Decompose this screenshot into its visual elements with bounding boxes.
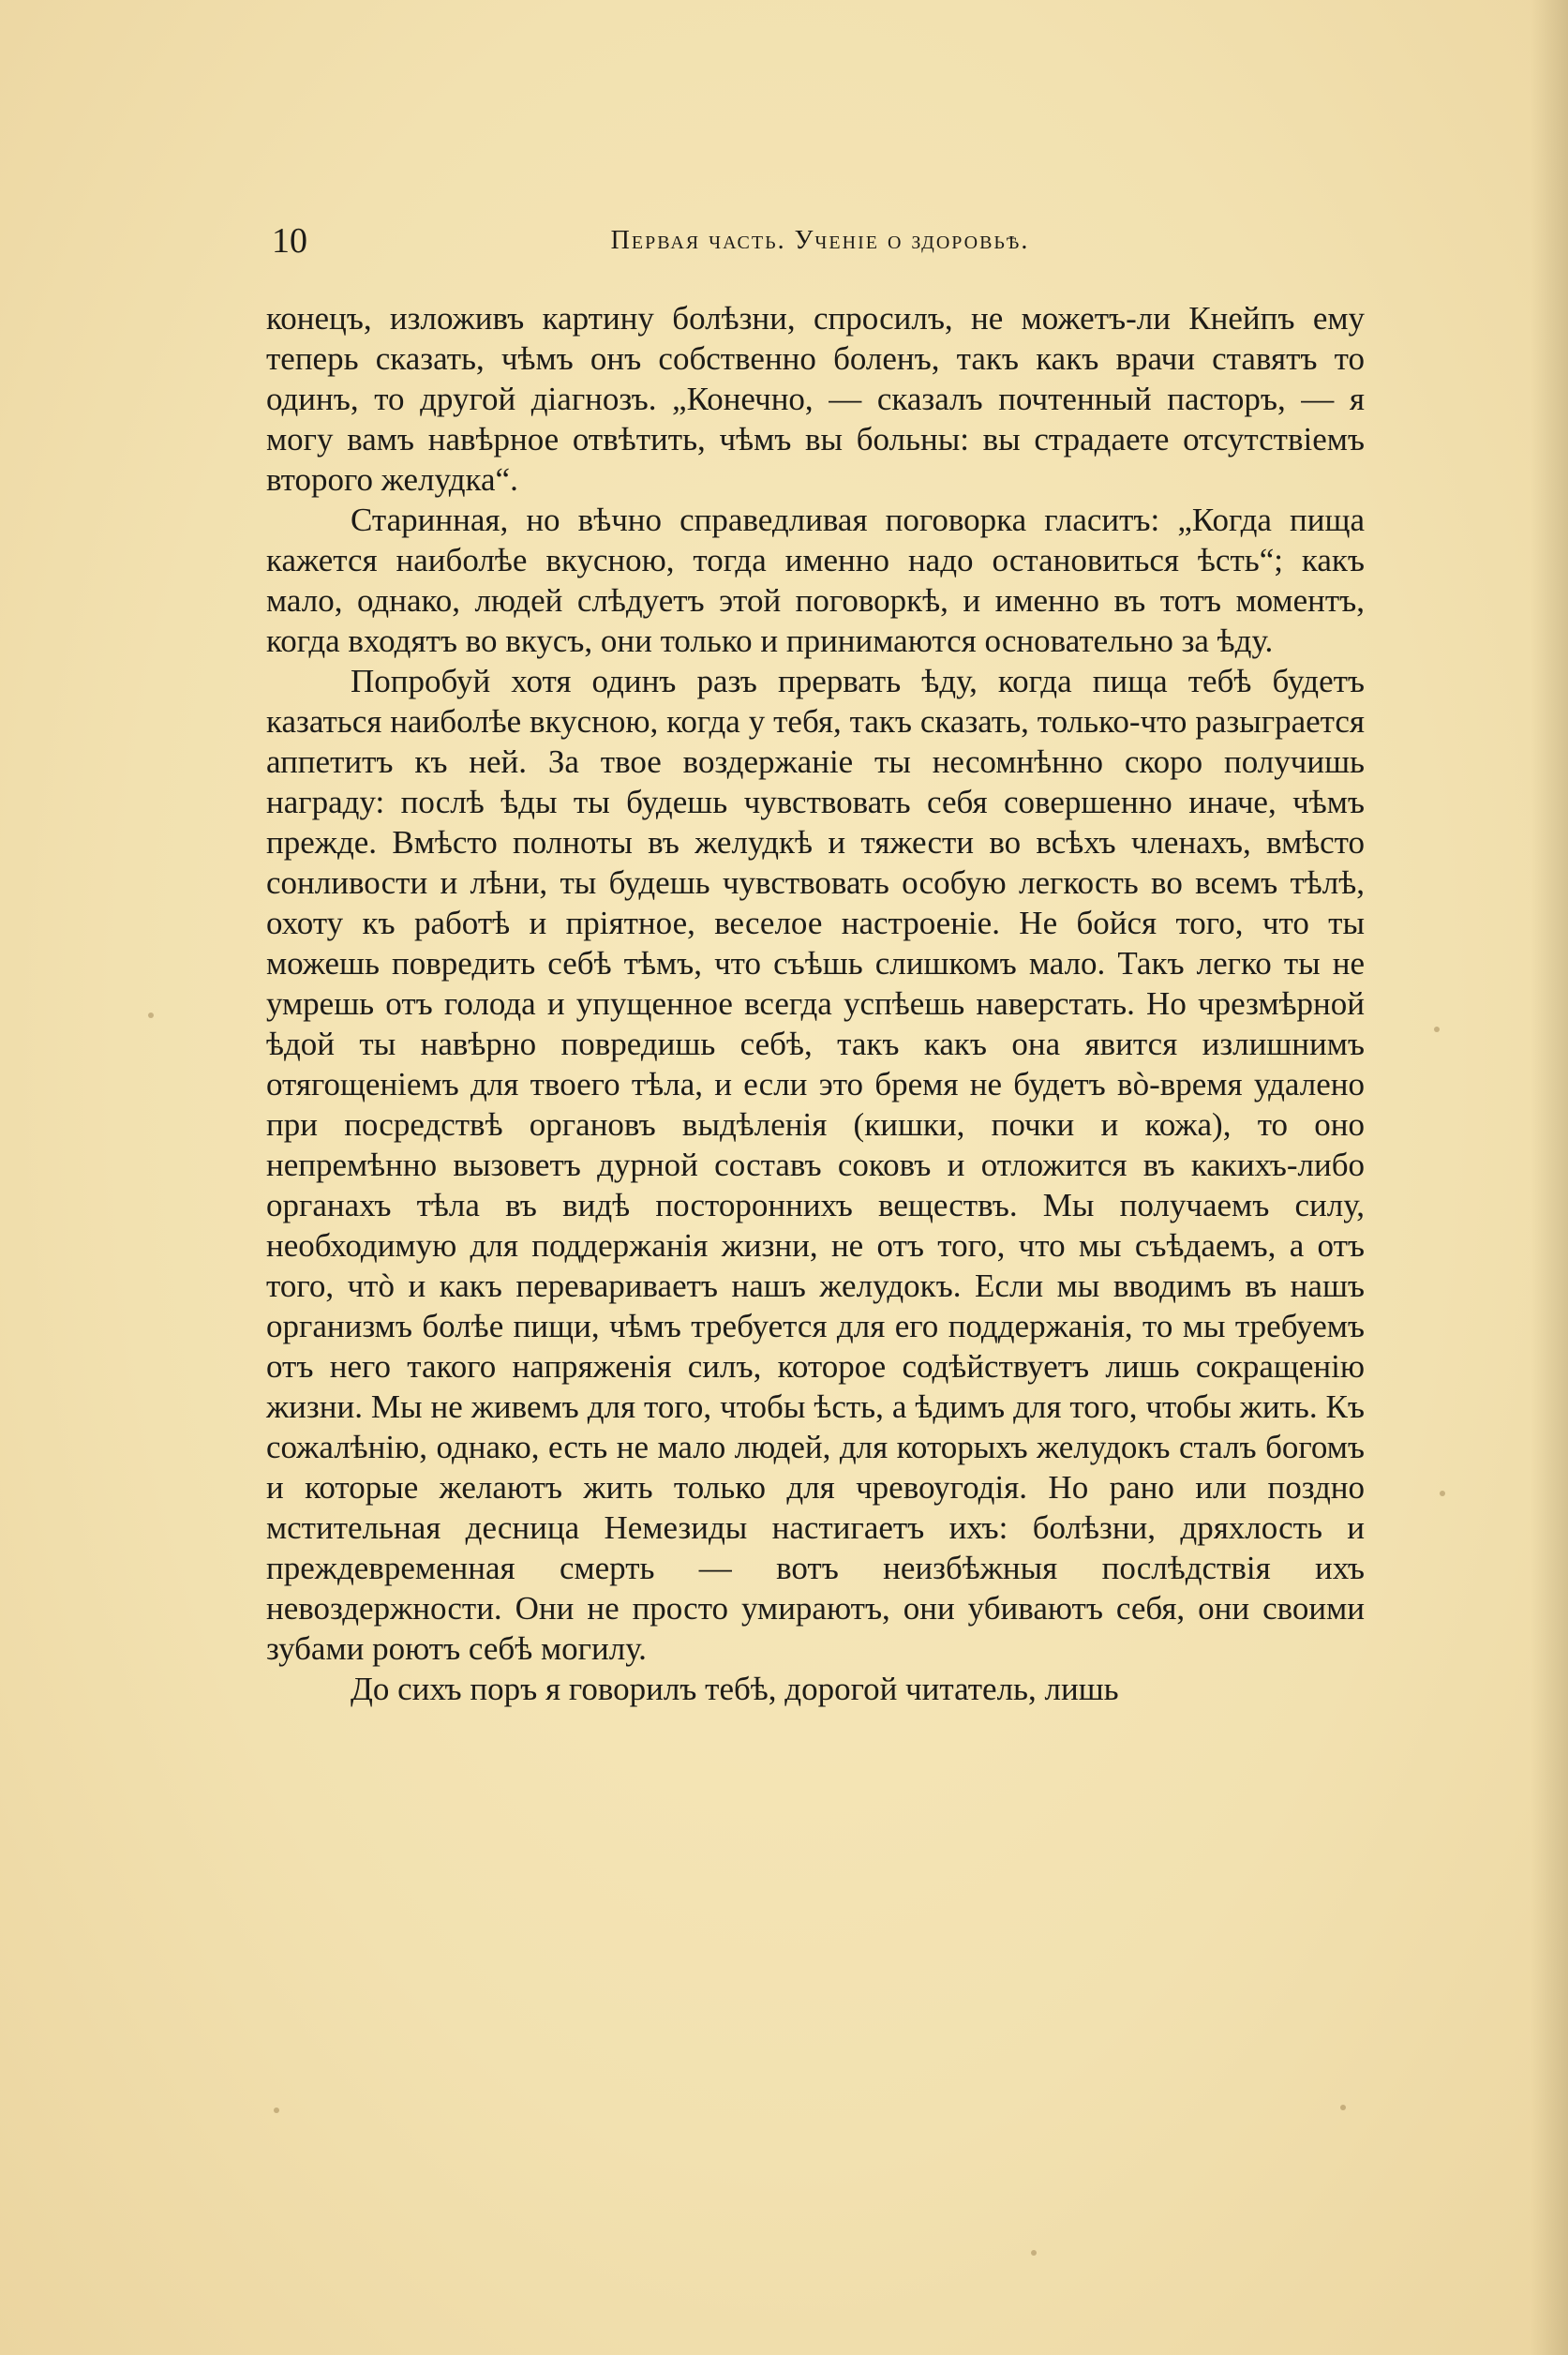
paper-speck <box>148 1012 154 1018</box>
paper-speck <box>1031 2250 1037 2256</box>
paragraph-3: Попробуй хотя одинъ разъ прервать ѣду, когда пища тебѣ будетъ казаться наиболѣе вкусною, когда у тебя, такъ сказать, только-что разыгрaется аппетитъ къ ней. За твое воздержаніе ты несомнѣнно скоро получишь награду: послѣ ѣды ты будешь чувствовать себя совершенно иначе, чѣмъ прежде. Вмѣсто полноты въ желудкѣ и тяжести во всѣхъ членахъ, вмѣсто сонливости и лѣни, ты будешь чувствовать особую легкость во всемъ тѣлѣ, охоту къ работѣ и пріятное, веселое настроеніе. Не бойся того, что ты можешь повредить себѣ тѣмъ, что съѣшь слишкомъ мало. Такъ легко ты не умрешь отъ голода и упущенное всегда успѣешь наверстать. Но чрезмѣрной ѣдой ты навѣрно повредишь себѣ, такъ какъ она явится излишнимъ отягощеніемъ для твоего тѣла, и если это бремя не будетъ вò-время удалено при посредствѣ органовъ выдѣленія (кишки, почки и кожа), то оно непремѣнно вызоветъ дурной составъ соковъ и отложится въ какихъ-либо органахъ тѣла въ видѣ постороннихъ веществъ. Мы получаемъ силу, необходимую для поддержанія жизни, не отъ того, что мы съѣдаемъ, а отъ того, чтò и какъ переваpиваетъ нашъ желудокъ. Если мы вводимъ въ нашъ организмъ болѣе пищи, чѣмъ требуется для его поддержанія, то мы требуемъ отъ него такого напряженія силъ, которое содѣйствуетъ лишь сокращенію жизни. Мы не живемъ для того, чтобы ѣсть, а ѣдимъ для того, чтобы жить. Къ сожалѣнію, однако, есть не мало людей, для которыхъ желудокъ сталъ богомъ и которые желаютъ жить только для чревоугодія. Но рано или поздно мстительная десница Немезиды настигаетъ ихъ: болѣзни, дряхлость и преждевременная смерть — вотъ неизбѣжныя послѣдствія ихъ невоздержности. Они не просто умираютъ, они убиваютъ себя, они своими зубами роютъ себѣ могилу. <box>266 663 1365 1667</box>
running-title: Первая часть. Ученіе о здоровьѣ. <box>610 226 1030 255</box>
paragraph-1: конецъ, изложивъ картину болѣзни, спросилъ, не можетъ-ли Кнейпъ ему теперь сказать, чѣмъ онъ собственно боленъ, такъ какъ врачи ставятъ то одинъ, то другой діагнозъ. „Конечно, — сказалъ почтенный пасторъ, — я могу вамъ навѣрное отвѣтить, чѣмъ вы больны: вы страдаете отсутствіемъ второго желудка“. <box>266 300 1365 498</box>
paper-speck <box>1434 1027 1440 1032</box>
paragraph-4: До сихъ поръ я говорилъ тебѣ, дорогой читатель, лишь <box>351 1671 1119 1707</box>
page-header <box>272 218 1368 264</box>
body-text <box>266 298 1365 1709</box>
paper-speck <box>1340 2105 1346 2110</box>
page-number: 10 <box>272 221 307 261</box>
paper-speck <box>1440 1491 1445 1496</box>
paragraph-2: Старинная, но вѣчно справедливая поговорка гласитъ: „Когда пища кажется наиболѣе вкусною, тогда именно надо остановиться ѣсть“; какъ мало, однако, людей слѣдуетъ этой поговоркѣ, и именно въ тотъ моментъ, когда входятъ во вкусъ, они только и принимаются основательно за ѣду. <box>266 502 1365 659</box>
page-edge-shadow <box>1531 0 1568 2355</box>
paper-speck <box>274 2108 279 2113</box>
